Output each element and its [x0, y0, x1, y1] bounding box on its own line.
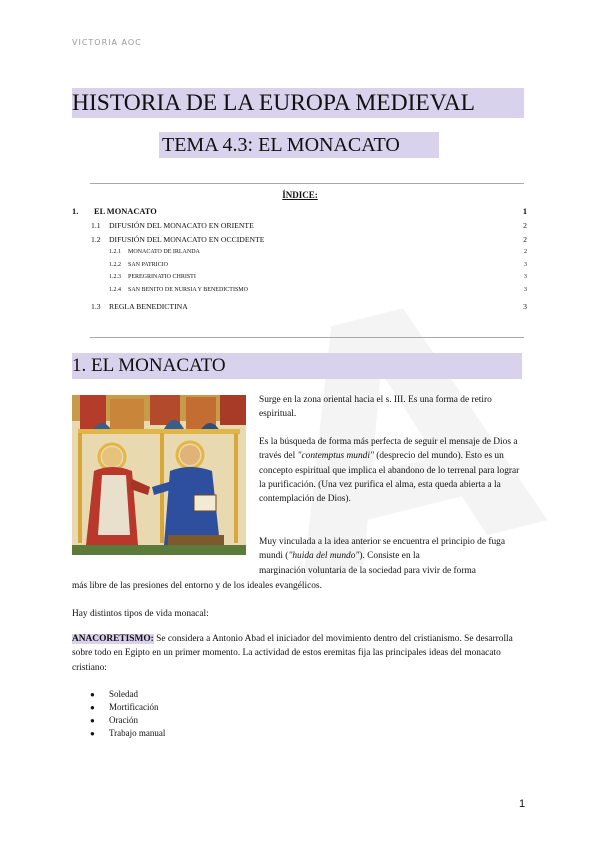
document-subtitle: TEMA 4.3: EL MONACATO [162, 134, 400, 156]
toc-entry[interactable] [72, 287, 527, 300]
emphasis-term: "huida del mundo" [288, 551, 360, 562]
paragraph-text: Se considera a Antonio Abad el iniciador del movimiento dentro del cristianismo. Se desarrolla sobre todo en Egipto en un primer momento. La actividad de estos eremitas fija las principales ideas del monacato cristiano: [72, 634, 513, 673]
paragraph-text: ). Consiste en la [359, 551, 420, 562]
emphasis-term: "contemptus mundi" [297, 451, 374, 462]
toc-entry-page: 1 [522, 207, 527, 216]
toc-entry-page: 3 [524, 274, 527, 280]
toc-entry-page: 3 [524, 287, 527, 293]
paragraph-anacoretismo [72, 632, 524, 675]
list-item [90, 714, 165, 727]
paragraph-text: Muy vinculada a la idea anterior se encuentra el principio de fuga mundi ( [259, 537, 505, 562]
toc-entry-label: SAN BENITO DE NURSIA Y BENEDICTISMO [128, 287, 248, 293]
section-heading: 1. EL MONACATO [72, 355, 226, 376]
toc-entry-number: 1.2.2 [109, 262, 121, 268]
toc-entry[interactable] [72, 302, 527, 315]
medieval-illumination-image [72, 395, 246, 555]
paragraph-types: Hay distintos tipos de vida monacal: [72, 609, 209, 619]
toc-entry-number: 1.3 [91, 302, 101, 311]
bullet-icon: ● [90, 716, 95, 725]
bullet-icon: ● [90, 729, 95, 738]
toc-entry[interactable] [72, 235, 527, 248]
page-number: 1 [519, 798, 526, 810]
bullet-list [90, 688, 165, 740]
toc-entry-page: 2 [524, 249, 527, 255]
paragraph-origin: Surge en la zona oriental hacia el s. III. Es una forma de retiro espiritual. [259, 395, 492, 420]
list-item [90, 701, 165, 714]
toc-heading: ÍNDICE: [282, 190, 318, 200]
toc-entry-page: 3 [523, 302, 527, 311]
toc-entry-page: 3 [524, 262, 527, 268]
paragraph-fuga-mundi [259, 535, 521, 578]
toc-entry-number: 1. [72, 207, 79, 216]
author-label: VICTORIA AOC [72, 38, 142, 47]
toc-entry-number: 1.2.4 [109, 287, 121, 293]
paragraph-text: Es la búsqueda de forma más perfecta de seguir el mensaje de Dios a través del [259, 437, 518, 462]
toc-entry-number: 1.1 [91, 221, 101, 230]
toc-entry-label: MONACATO DE IRLANDA [128, 249, 200, 255]
list-item [90, 727, 165, 740]
paragraph-contemptus [259, 435, 521, 506]
paragraph-text: marginación voluntaria de la sociedad para vivir de forma [259, 565, 476, 576]
toc-entry[interactable] [72, 274, 527, 287]
list-item-text: Mortificación [109, 702, 159, 712]
toc-entry-number: 1.2.1 [109, 249, 121, 255]
toc-entry-page: 2 [523, 221, 527, 230]
toc-entry-label: REGLA BENEDICTINA [109, 302, 188, 311]
toc-entry-page: 2 [523, 235, 527, 244]
list-item-text: Soledad [109, 689, 138, 699]
term-label-highlight: ANACORETISMO: [72, 634, 154, 644]
bullet-icon: ● [90, 690, 95, 699]
toc-entry-label: EL MONACATO [94, 207, 157, 216]
paragraph-fuga-mundi-continued: más libre de las presiones del entorno y de los ideales evangélicos. [72, 581, 322, 591]
list-item-text: Trabajo manual [109, 728, 166, 738]
toc-entry[interactable] [72, 249, 527, 262]
toc-entry-number: 1.2 [91, 235, 101, 244]
paragraph-text: (desprecio del mundo). Esto es un concepto espiritual que implica el abandono de lo terrenal para lograr la purificación. (Una vez purifica el alma, esta queda abierta a la contemplación de Dios). [259, 451, 520, 505]
list-item-text: Oración [109, 715, 138, 725]
toc-entry-label: PEREGRINATIO CHRISTI [128, 274, 196, 280]
divider-bottom [90, 337, 524, 338]
divider-top [90, 183, 524, 184]
toc-entry-label: SAN PATRICIO [128, 262, 168, 268]
toc-entry-label: DIFUSIÓN DEL MONACATO EN OCCIDENTE [109, 235, 265, 244]
list-item [90, 688, 165, 701]
document-title: HISTORIA DE LA EUROPA MEDIEVAL [72, 90, 476, 116]
toc-entry[interactable] [72, 221, 527, 234]
bullet-icon: ● [90, 703, 95, 712]
toc-entry[interactable] [72, 207, 527, 220]
toc-entry-label: DIFUSIÓN DEL MONACATO EN ORIENTE [109, 221, 254, 230]
toc-entry-number: 1.2.3 [109, 274, 121, 280]
